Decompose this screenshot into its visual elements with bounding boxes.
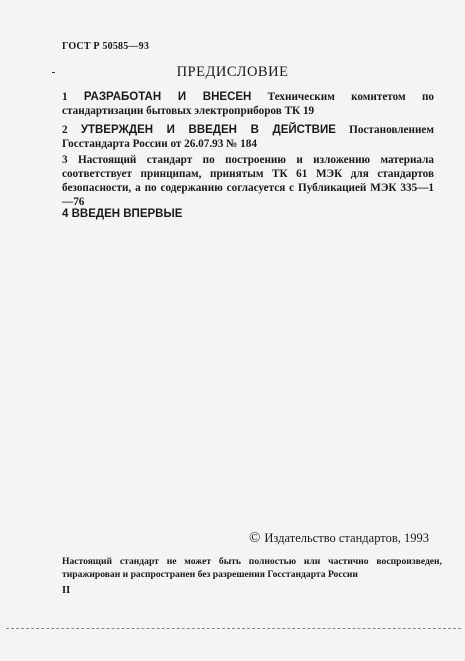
page-edge-divider (6, 628, 461, 629)
paragraph-1 (62, 90, 434, 118)
section-title: ПРЕДИСЛОВИЕ (176, 64, 289, 80)
paragraph-lead: ВВЕДЕН ВПЕРВЫЕ (71, 208, 183, 220)
paragraph-number: 2 (62, 124, 68, 136)
paragraph-text: Настоящий стандарт по построению и изложению материала соответствует принципам, принятым ТК 61 МЭК для стандартов безопасности, а по содержанию согласуется с Публикацией МЭК 335—1—76 (62, 154, 434, 208)
copyright-icon: © (249, 530, 261, 546)
paragraph-lead: УТВЕРЖДЕН И ВВЕДЕН В ДЕЙСТВИЕ (80, 124, 336, 136)
paragraph-2 (62, 123, 434, 151)
paragraph-number: 3 (62, 154, 68, 166)
paragraph-number: 1 (62, 91, 68, 103)
page-number: II (62, 585, 71, 596)
paragraph-number: 4 (62, 208, 69, 220)
copyright-text: Издательство стандартов, 1993 (264, 531, 429, 545)
paragraph-lead: РАЗРАБОТАН И ВНЕСЕН (83, 91, 252, 103)
document-code: ГОСТ Р 50585—93 (62, 41, 150, 52)
paragraph-3 (62, 153, 434, 209)
reproduction-notice: Настоящий стандарт не может быть полностью или частично воспроизведен, тиражирован и распространен без разрешения Госстандарта России (62, 556, 442, 580)
paragraph-4 (62, 208, 182, 220)
paragraph-text: Техническим комитетом по стандартизации бытовых электроприборов ТК 19 (62, 91, 434, 117)
paragraph-text: Постановлением Госстандарта России от 26.07.93 № 184 (62, 124, 435, 150)
copyright-line (249, 530, 429, 547)
